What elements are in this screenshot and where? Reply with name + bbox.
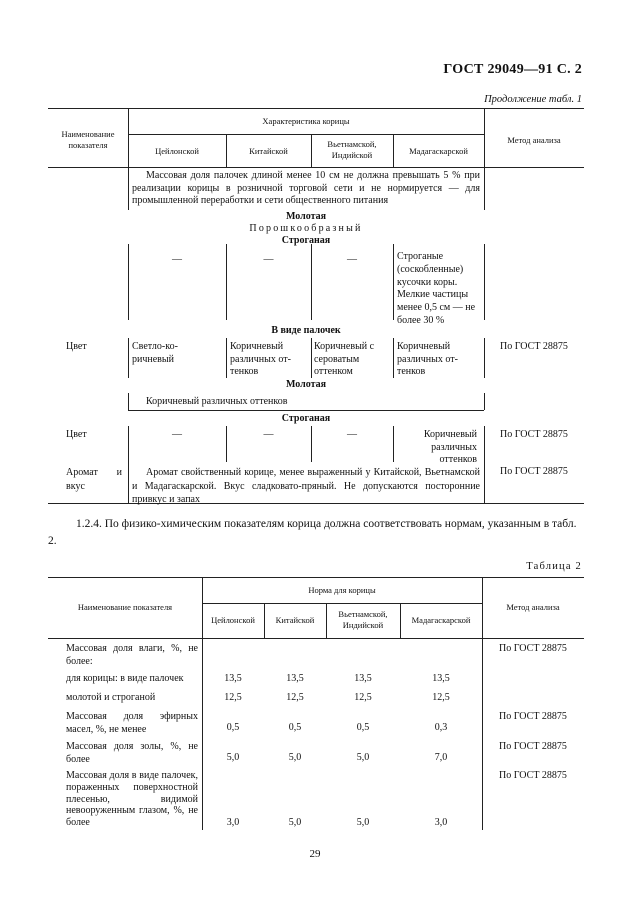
table1-col-rule — [311, 338, 312, 378]
planed-color-china: — — [263, 429, 274, 440]
section-planed: Строганая — [281, 235, 331, 246]
table1-col-rule — [226, 338, 227, 378]
table2-row-sticks-ceylon: 13,5 — [224, 673, 242, 684]
table2-subcol-madagascar: Мадагаскарской — [411, 615, 471, 625]
table2-subcol-vietnam-india: Вьетнамской, Индийской — [338, 609, 388, 630]
table1-col-rule — [484, 244, 485, 320]
sticks-method: По ГОСТ 28875 — [500, 341, 568, 352]
sticks-china-value: Коричневый различных оттенков — [230, 341, 291, 377]
table2-row-sticks-madagascar: 13,5 — [432, 673, 450, 684]
table2-row-oils-madagascar: 0,3 — [434, 722, 448, 733]
sticks-madagascar-value: Коричневый различных оттенков — [397, 341, 458, 377]
table1-subcol-vietnam-india: Вьетнамской, Индийской — [327, 139, 377, 160]
planed-color-ceylon: — — [172, 429, 182, 440]
table2-row-ground-china: 12,5 — [286, 692, 304, 703]
section-ground: Молотая — [285, 211, 327, 222]
table1-col-rule — [393, 338, 394, 378]
table2-row-mold-china: 5,0 — [288, 817, 302, 828]
table2-row-mold-ceylon: 3,0 — [226, 817, 240, 828]
planed-color-method: По ГОСТ 28875 — [500, 429, 568, 440]
section-planed-2: Строганая — [281, 413, 331, 424]
planed-vietnam-value: — — [347, 254, 357, 265]
color-label: Цвет — [66, 341, 87, 352]
table1-col-rule — [128, 167, 129, 210]
table1-col-rule — [128, 338, 129, 378]
paragraph-1-2-4: 1.2.4. По физико-химическим показателям корица должна соответствовать нормам, указанным в табл. 2. — [48, 518, 577, 547]
table2-row-mold: Массовая доля в виде палочек, пораженных поверхностной плесенью, видимой невооруженным глазом, %, не более — [66, 770, 198, 829]
table2-row-oils: Массовая доля эфирных масел, %, не менее — [66, 711, 198, 735]
planed-ceylon-value: — — [172, 254, 182, 265]
table-continuation-label: Продолжение табл. 1 — [484, 94, 582, 105]
table2-header-bottom-border — [48, 638, 584, 639]
table2-row-mold-madagascar: 3,0 — [434, 817, 448, 828]
table2-row-moisture: Массовая доля влаги, %, не более: — [66, 643, 198, 667]
table2-row-ash-china: 5,0 — [288, 752, 302, 763]
table2-row-ash-method: По ГОСТ 28875 — [499, 741, 567, 752]
section-sticks: В виде палочек — [271, 325, 341, 336]
table2-row-oils-ceylon: 0,5 — [226, 722, 240, 733]
table2-row-ash: Массовая доля золы, %, не более — [66, 741, 198, 765]
planed-madagascar-value: Строганые (соскобленные) кусочки коры. Мелкие частицы менее 0,5 см — не более 30 % — [397, 251, 476, 326]
table2-subcol-ceylon: Цейлонской — [211, 615, 255, 625]
color-label-2: Цвет — [66, 429, 87, 440]
aroma-label: Аромат и вкус — [66, 467, 122, 492]
table1-subcol-ceylon: Цейлонской — [155, 146, 199, 156]
table2-row-oils-method: По ГОСТ 28875 — [499, 711, 567, 722]
aroma-text: Аромат свойственный корице, менее выраженный у Китайской, Вьетнамской и Мадагаскарской. Вкус сладковато-пряный. Не допускаются посторонние привкус и запах — [132, 467, 480, 505]
table1-col-name-header: Наименование показателя — [61, 129, 115, 150]
table2-row-oils-china: 0,5 — [288, 722, 302, 733]
table1-col-rule — [484, 167, 485, 210]
table1-col-rule — [393, 244, 394, 320]
table2-row-ash-vietnam: 5,0 — [356, 752, 370, 763]
planed-color-madagascar: Коричневый различных оттенков — [423, 429, 477, 465]
page-number: 29 — [309, 848, 321, 860]
table2-caption: Таблица 2 — [526, 561, 582, 572]
table2-row-ground: молотой и строганой — [66, 692, 156, 703]
section-ground-2: Молотая — [285, 379, 327, 390]
table2-row-ground-vietnam: 12,5 — [354, 692, 372, 703]
table2-col-name-header: Наименование показателя — [77, 602, 173, 612]
table2-row-ground-ceylon: 12,5 — [224, 692, 242, 703]
table2-top-border — [48, 577, 584, 578]
aroma-method: По ГОСТ 28875 — [500, 466, 568, 477]
ground-color-value: Коричневый различных оттенков — [146, 396, 288, 407]
table2-row-sticks-vietnam: 13,5 — [354, 673, 372, 684]
table2-row-oils-vietnam: 0,5 — [356, 722, 370, 733]
table2-row-ground-madagascar: 12,5 — [432, 692, 450, 703]
table2-row-ash-madagascar: 7,0 — [434, 752, 448, 763]
table2-col-method-header: Метод анализа — [506, 602, 560, 612]
table1-header-divider — [128, 134, 484, 135]
section-powder: Порошкообразный — [249, 223, 363, 234]
table2-row-ash-ceylon: 5,0 — [226, 752, 240, 763]
table2-row-mold-vietnam: 5,0 — [356, 817, 370, 828]
table1-col-method-header: Метод анализа — [507, 135, 561, 145]
sticks-ceylon-value: Светло-коричневый — [132, 341, 178, 365]
table1-col-rule — [484, 393, 485, 410]
table2-header-divider — [202, 603, 482, 604]
table2-subcol-china: Китайской — [275, 615, 315, 625]
table1-subcol-china: Китайской — [249, 146, 288, 156]
table1-col-rule — [128, 462, 129, 503]
planed-color-vietnam: — — [347, 429, 357, 440]
table1-subcol-madagascar: Мадагаскарской — [409, 146, 468, 156]
table2-col-group-header: Норма для корицы — [308, 585, 376, 595]
planed-china-value: — — [263, 254, 274, 265]
table2-row-sticks-china: 13,5 — [286, 673, 304, 684]
table2-row-mold-method: По ГОСТ 28875 — [499, 770, 567, 781]
table2-row-sticks: для корицы: в виде палочек — [66, 673, 184, 684]
sticks-vietnam-value: Коричневый с сероватым оттенком — [314, 341, 375, 377]
table1-ground-row-rule — [128, 410, 484, 411]
table1-col-rule — [393, 426, 394, 462]
table1-col-rule — [128, 393, 129, 410]
table1-col-group-header: Характеристика корицы — [262, 116, 350, 126]
table1-note-text: Массовая доля палочек длиной менее 10 см не должна превышать 5 % при реализации корицы в розничной торговой сети и не нормируется — для промышленной переработки и сети общественного питания — [132, 170, 480, 206]
document-id-header: ГОСТ 29049—91 С. 2 — [443, 62, 582, 77]
table2-row-moisture-method: По ГОСТ 28875 — [499, 643, 567, 654]
table2-col-rule — [482, 638, 483, 830]
